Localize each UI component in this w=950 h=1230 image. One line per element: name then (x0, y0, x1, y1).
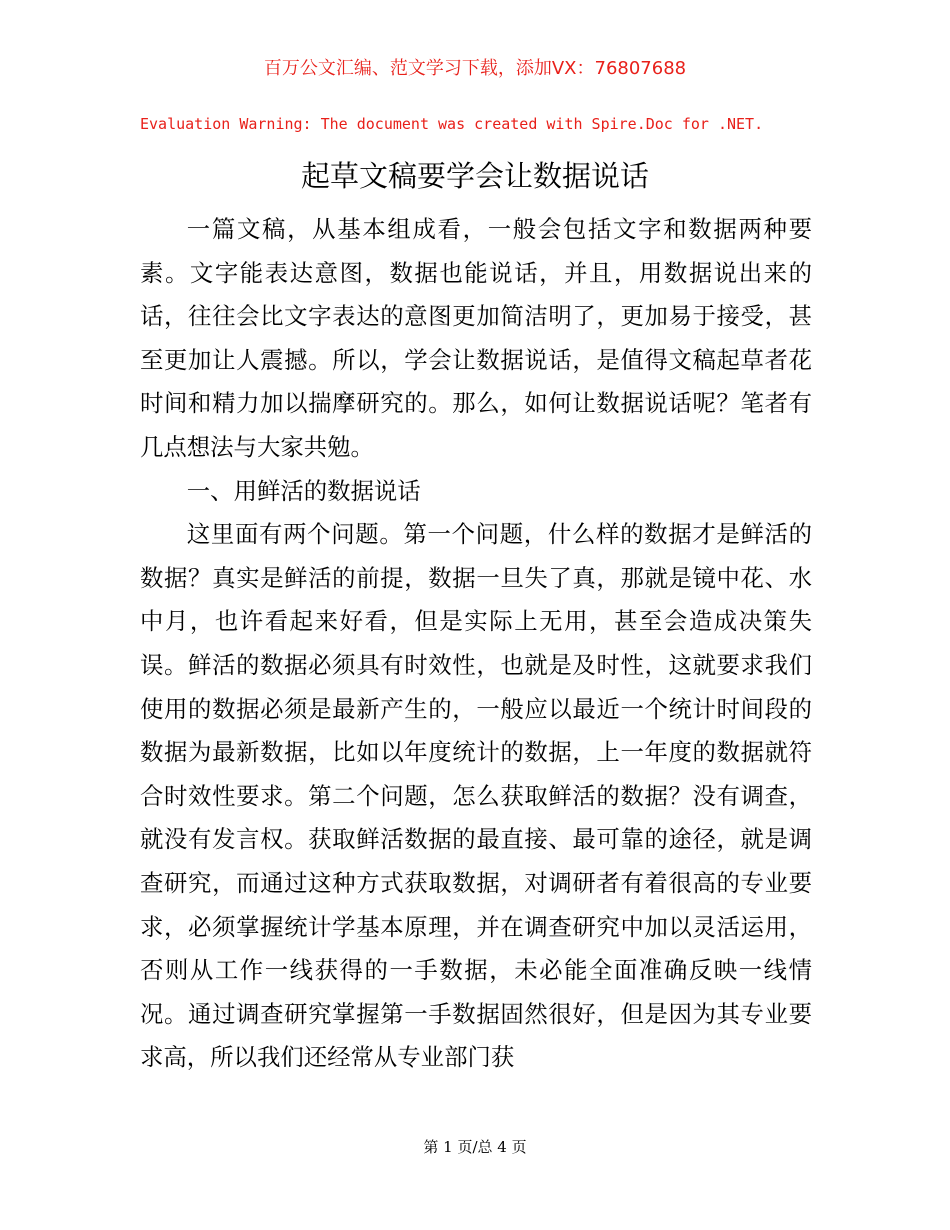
header-banner: 百万公文汇编、范文学习下载，添加VX：76807688 (263, 58, 687, 79)
section-heading: 一、用鲜活的数据说话 (186, 476, 421, 505)
body-paragraph: 这里面有两个问题。第一个问题，什么样的数据才是鲜活的数据？真实是鲜活的前提，数据一旦失了真，那就是镜中花、水中月，也许看起来好看，但是实际上无用，甚至会造成决策失误。鲜活的数据必须具有时效性，也就是及时性，这就要求我们使用的数据必须是最新产生的，一般应以最近一个统计时间段的数据为最新数据，比如以年度统计的数据，上一年度的数据就符合时效性要求。第二个问题，怎么获取鲜活的数据？没有调查，就没有发言权。获取鲜活数据的最直接、最可靠的途径，就是调查研究，而通过这种方式获取数据，对调研者有着很高的专业要求，必须掌握统计学基本原理，并在调查研究中加以灵活运用，否则从工作一线获得的一手数据，未必能全面准确反映一线情况。通过调查研究掌握第一手数据固然很好，但是因为其专业要求高，所以我们还经常从专业部门获 (140, 520, 812, 1072)
page-number-footer: 第 1 页/总 4 页 (423, 1138, 527, 1156)
evaluation-warning: Evaluation Warning: The document was created with Spire.Doc for .NET. (140, 115, 764, 133)
document-title: 起草文稿要学会让数据说话 (300, 159, 649, 193)
intro-paragraph: 一篇文稿，从基本组成看，一般会包括文字和数据两种要素。文字能表达意图，数据也能说话，并且，用数据说出来的话，往往会比文字表达的意图更加简洁明了，更加易于接受，甚至更加让人震撼。所以，学会让数据说话，是值得文稿起草者花时间和精力加以揣摩研究的。那么，如何让数据说话呢？笔者有几点想法与大家共勉。 (140, 215, 812, 461)
document-body (140, 208, 812, 1080)
